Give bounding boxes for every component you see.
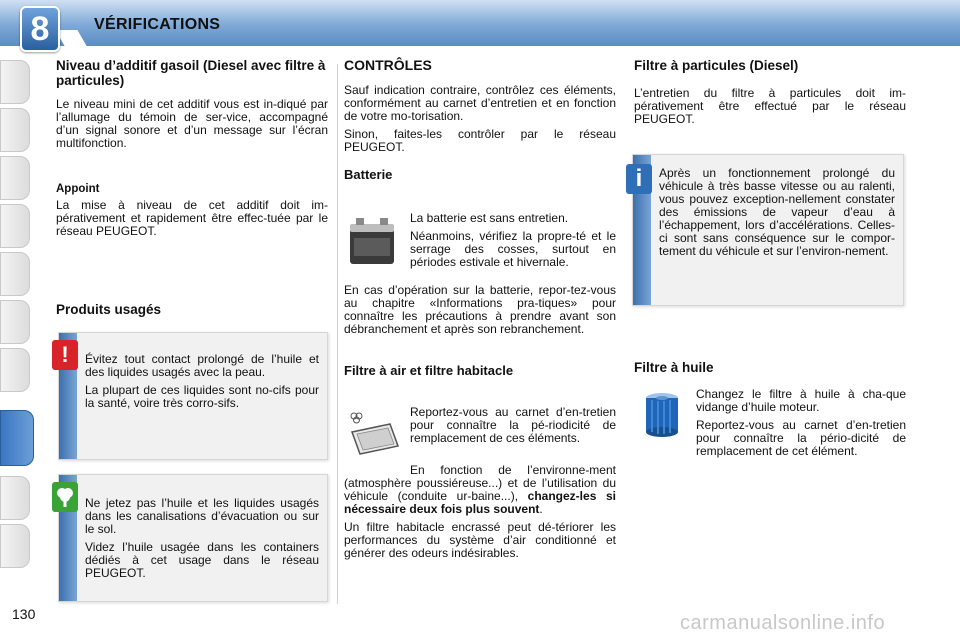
filtre-air-text-2 [344, 464, 616, 516]
chapter-tab-10[interactable] [0, 524, 30, 568]
huile-text-block [696, 388, 906, 458]
chapter-tab-3[interactable] [0, 156, 30, 200]
page-title: VÉRIFICATIONS [94, 16, 221, 33]
chapter-tab-7[interactable] [0, 348, 30, 392]
column-left [56, 58, 328, 317]
huile-text-1: Changez le filtre à huile à cha-que vidange d’huile moteur. [696, 387, 906, 414]
air-filter-icon [346, 410, 402, 458]
huile-section [634, 360, 906, 375]
watermark-url: carmanualsonline.info [680, 612, 886, 634]
info-note [632, 154, 904, 306]
warning-text-2: La plupart de ces liquides sont no-cifs pour la santé, voire très corro-sifs. [85, 383, 319, 410]
info-text: Après un fonctionnement prolongé du véhicule à très basse vitesse ou au ralenti, vous pouvez exception-nellement constater des émissions de vapeur d’eau à l’échappement, lors d’accélérations. Celles-ci sont sans conséquence sur le compor-tement du véhicule et sur l’environ-nement. [659, 166, 895, 258]
batterie-text-block-2 [344, 284, 616, 378]
filtre-air-text-2c: . [539, 502, 543, 516]
column-divider [337, 64, 338, 604]
exclamation-glyph: ! [61, 342, 69, 367]
huile-text-2: Reportez-vous au carnet d’en-tretien pour connaître la pério-dicité de remplacement de cet élément. [696, 418, 906, 458]
controles-text-2: Sinon, faites-les contrôler par le réseau PEUGEOT. [344, 127, 616, 154]
chapter-number: 8 [30, 9, 50, 48]
additif-title: Niveau d’additif gasoil (Diesel avec filtre à particules) [56, 58, 326, 88]
eco-note-text [85, 497, 319, 580]
filtre-air-text-2a: En fonction de l’environne-ment (atmosphère poussiéreuse...) et de l’utilisation du véhicule (conduite ur-baine...), [344, 463, 616, 503]
info-note-text [659, 167, 895, 258]
controles-title: CONTRÔLES [344, 57, 432, 73]
batterie-text-3: En cas d’opération sur la batterie, repor-tez-vous au chapitre «Informations pra-tiques» pour connaître les précautions à prendre avant son débranchement et après son rebranchement. [344, 283, 616, 336]
info-glyph: i [635, 165, 643, 192]
filtre-air-title: Filtre à air et filtre habitacle [344, 363, 514, 378]
filtre-air-text-block [410, 406, 616, 445]
chapter-tab-2[interactable] [0, 108, 30, 152]
additif-text: Le niveau mini de cet additif vous est in-diqué par l’allumage du témoin de ser-vice, accompagné d’un signal sonore et d’un message sur l’écran multifonction. [56, 97, 328, 150]
huile-title: Filtre à huile [634, 360, 714, 375]
page-number: 130 [12, 606, 36, 622]
tree-icon [52, 482, 78, 512]
warning-note-text [85, 353, 319, 410]
controles-text-1: Sauf indication contraire, contrôlez ces éléments, conformément au carnet d’entretien et en fonction de votre mo-torisation. [344, 83, 616, 123]
batterie-title: Batterie [344, 167, 393, 182]
filtre-air-text-1: Reportez-vous au carnet d’en-tretien pour connaître la pé-riodicité de remplacement de ces éléments. [410, 405, 616, 445]
chapter-tab-6[interactable] [0, 300, 30, 344]
batterie-text-block [410, 212, 616, 269]
chapter-tabs [0, 60, 34, 580]
exclamation-icon [52, 340, 78, 370]
filtre-air-text-3: Un filtre habitacle encrassé peut dé-tériorer les performances du système d’air conditionné et générer des odeurs indésirables. [344, 520, 616, 560]
column-middle [344, 58, 616, 182]
filtre-air-text-block-2 [344, 464, 616, 560]
column-right [634, 58, 906, 126]
chapter-tab-9[interactable] [0, 476, 30, 520]
oil-filter-icon [642, 392, 682, 438]
battery-icon [346, 214, 398, 268]
eco-text-1: Ne jetez pas l’huile et les liquides usagés dans les canalisations d’évacuation ou sur le sol. [85, 496, 319, 536]
chapter-tab-8[interactable] [0, 410, 34, 466]
batterie-text-2: Néanmoins, vérifiez la propre-té et le serrage des cosses, surtout en périodes estivale et hivernale. [410, 229, 616, 269]
warning-note [58, 332, 328, 460]
batterie-text-1: La batterie est sans entretien. [410, 211, 569, 225]
warning-text-1: Évitez tout contact prolongé de l’huile et des liquides usagés avec la peau. [85, 352, 319, 379]
produits-title: Produits usagés [56, 302, 162, 317]
eco-text-2: Videz l’huile usagée dans les containers dédiés à cet usage dans le réseau PEUGEOT. [85, 540, 319, 580]
chapter-tab-5[interactable] [0, 252, 30, 296]
chapter-badge [20, 6, 60, 52]
appoint-text: La mise à niveau de cet additif doit im-pérativement et rapidement être effec-tuée par le réseau PEUGEOT. [56, 198, 328, 238]
filtre-air-text-2b: changez-les si nécessaire deux fois plus souvent [344, 489, 617, 516]
eco-note [58, 474, 328, 602]
info-icon [626, 164, 652, 194]
appoint-title: Appoint [56, 183, 100, 195]
chapter-tab-1[interactable] [0, 60, 30, 104]
chapter-tab-4[interactable] [0, 204, 30, 248]
particules-text: L’entretien du filtre à particules doit im-pérativement être effectué par le réseau PEUGEOT. [634, 86, 906, 126]
particules-title: Filtre à particules (Diesel) [634, 58, 799, 73]
